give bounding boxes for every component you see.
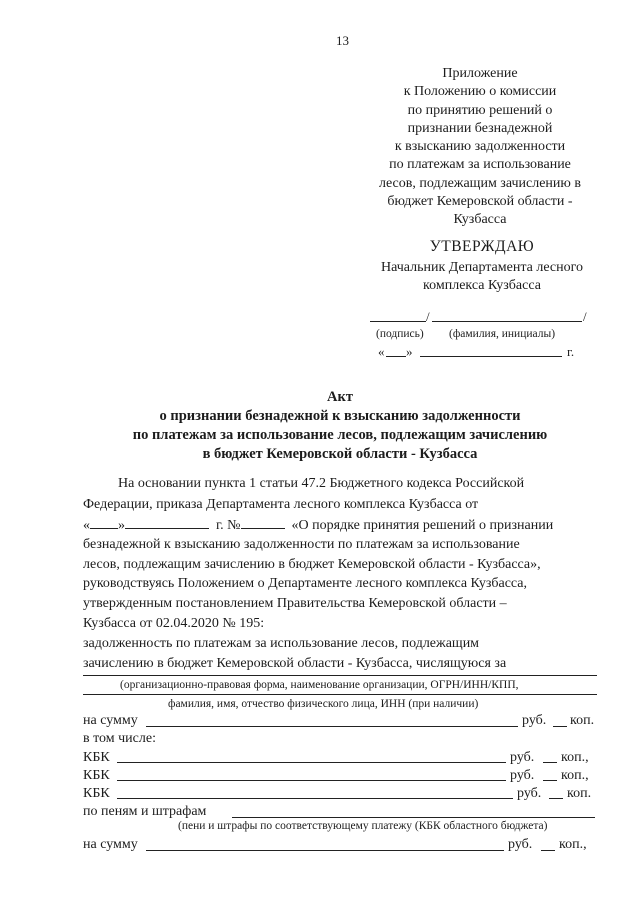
appendix-line: бюджет Кемеровской области -: [387, 194, 573, 210]
kbk-blank: [117, 780, 506, 781]
kop-blank: [543, 762, 557, 763]
kbk-label: КБК: [83, 786, 110, 801]
appendix-line: к взысканию задолженности: [394, 139, 566, 155]
kop-label: коп.: [567, 786, 592, 801]
act-subtitle-line: по платежам за использование лесов, подлежащим зачислению: [132, 427, 548, 443]
appendix-line: признании безнадежной: [407, 120, 553, 136]
kop-blank: [549, 798, 563, 799]
body-line: На основании пункта 1 статьи 47.2 Бюджетного кодекса Российской: [118, 476, 525, 491]
kbk-blank: [117, 798, 513, 799]
sum-blank: [146, 726, 518, 727]
order-number-blank: [241, 517, 285, 529]
sum-label: на сумму: [83, 837, 138, 852]
kop-label: коп.: [570, 713, 595, 728]
appendix-line: по принятию решений о: [407, 102, 553, 118]
kop-label: коп.,: [561, 768, 589, 783]
sum-label: на сумму: [83, 713, 138, 728]
penalties-blank: [232, 817, 595, 818]
month-blank: [125, 517, 209, 529]
sum-blank: [146, 850, 504, 851]
body-line: зачислению в бюджет Кемеровской области - Кузбасса, числящуюся за: [83, 656, 507, 671]
kop-label: коп.,: [561, 750, 589, 765]
month-blank: [420, 356, 562, 357]
body-line: Федерации, приказа Департамента лесного комплекса Кузбасса от: [83, 497, 479, 512]
approval-position-line: Начальник Департамента лесного: [381, 260, 583, 275]
body-line: руководствуясь Положением о Департаменте лесного комплекса Кузбасса,: [83, 576, 528, 591]
page-number: 13: [336, 33, 349, 48]
appendix-line: по платежам за использование: [389, 157, 571, 173]
appendix-block: [360, 65, 600, 230]
kbk-blank: [117, 762, 506, 763]
appendix-line: к Положению о комиссии: [403, 84, 557, 100]
rub-label: руб.: [510, 750, 535, 765]
day-blank: [386, 356, 406, 357]
day-blank: [90, 517, 118, 529]
separator-slash: /: [583, 309, 587, 324]
penalties-label: по пеням и штрафам: [83, 804, 207, 819]
body-line: безнадежной к взысканию задолженности по платежам за использование: [83, 537, 520, 552]
kop-blank: [541, 850, 555, 851]
name-blank: [432, 321, 582, 322]
kbk-label: КБК: [83, 750, 110, 765]
act-subtitle-line: о признании безнадежной к взысканию задолженности: [159, 408, 521, 424]
org-caption: (организационно-правовая форма, наименование организации, ОГРН/ИНН/КПП,: [120, 679, 519, 691]
signature-blank: [370, 321, 426, 322]
kop-label: коп.,: [559, 837, 587, 852]
body-line: Кузбасса от 02.04.2020 № 195:: [83, 616, 265, 631]
act-title: Акт: [327, 389, 353, 405]
kop-blank: [553, 726, 567, 727]
rub-label: руб.: [510, 768, 535, 783]
body-line: утвержденным постановлением Правительства Кемеровской области –: [83, 596, 507, 611]
approval-position-line: комплекса Кузбасса: [423, 278, 541, 293]
debtor-blank: [83, 694, 597, 695]
person-caption: фамилия, имя, отчество физического лица, ИНН (при наличии): [168, 698, 479, 710]
rub-label: руб.: [517, 786, 542, 801]
kbk-label: КБК: [83, 768, 110, 783]
debtor-blank: [83, 675, 597, 676]
kop-blank: [543, 780, 557, 781]
separator-slash: /: [426, 309, 430, 324]
appendix-line: Приложение: [442, 66, 518, 81]
year-suffix: г.: [567, 344, 575, 359]
name-caption: (фамилия, инициалы): [449, 328, 556, 340]
including-label: в том числе:: [83, 731, 156, 746]
date-close-quote: »: [406, 344, 413, 359]
body-line-order: « » г. № «О порядке принятия решений о признании: [83, 518, 554, 533]
act-subtitle-line: в бюджет Кемеровской области - Кузбасса: [202, 446, 478, 462]
appendix-line: лесов, подлежащим зачислению в: [379, 175, 581, 191]
penalties-caption: (пени и штрафы по соответствующему платежу (КБК областного бюджета): [178, 820, 548, 832]
body-line: лесов, подлежащим зачислению в бюджет Кемеровской области - Кузбасса»,: [83, 557, 541, 572]
rub-label: руб.: [508, 837, 533, 852]
body-line: задолженность по платежам за использование лесов, подлежащим: [83, 636, 480, 651]
approval-title: УТВЕРЖДАЮ: [429, 238, 535, 255]
date-open-quote: «: [378, 344, 385, 359]
appendix-line: Кузбасса: [453, 212, 507, 228]
signature-caption: (подпись): [376, 328, 424, 340]
rub-label: руб.: [522, 713, 547, 728]
